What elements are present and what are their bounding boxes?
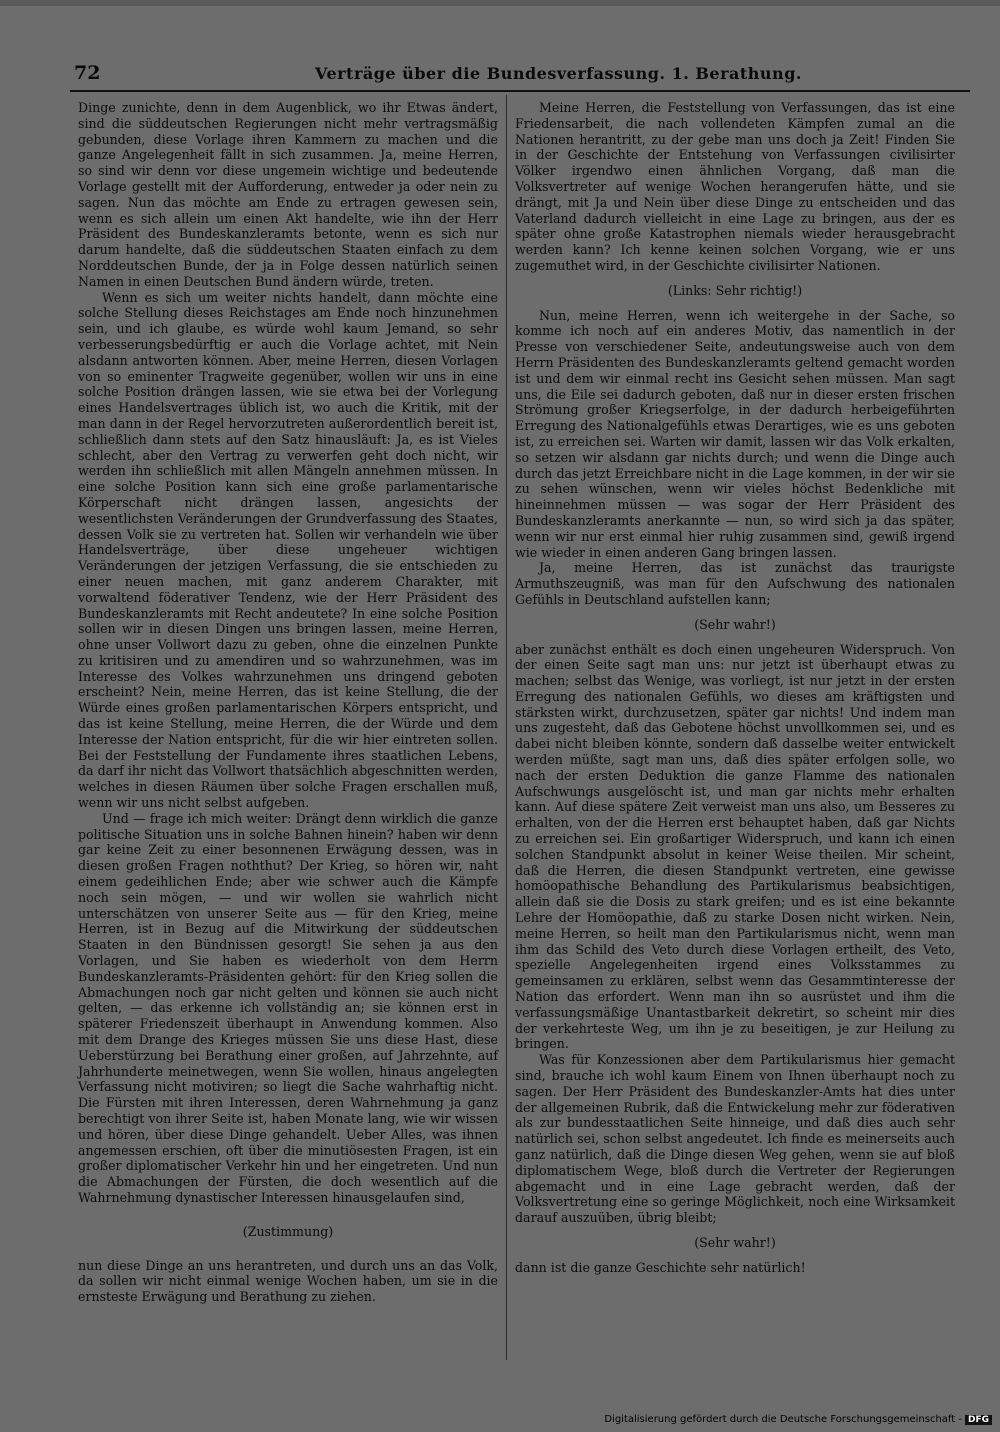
paragraph: Nun, meine Herren, wenn ich weitergehe in der Sache, so komme ich noch auf ein anderes Motiv, das namentlich in der Presse von verschiedener Seite, andeutungsweise auch von dem Herrn Präsidenten des Bundeskanzleramts geltend gemacht worden ist und dem wir einmal recht ins Gesicht sehen müssen. Man sagt uns, die Eile sei dadurch geboten, daß nur in dieser ersten frischen Strömung großer Kriegserfolge, in der dadurch herbeigeführten Erregung des Nationalgefühls etwas Derartiges, wie es uns geboten ist, zu erreichen sei. Warten wir damit, lassen wir das Volk erkalten, so setzen wir alsdann gar nichts durch; und wenn die Dinge auch durch das jetzt Erreichbare nicht in die Lage kommen, in der wir sie zu sehen wünschen, wenn wir vieles höchst Bedenkliche mit hineinnehmen müssen — was sogar der Herr Präsident des Bundeskanzleramts anerkannte — nun, so wird sich ja das später, wenn wir nur erst einmal hier ruhig zusammen sind, gewiß irgend wie wieder in einen anderen Gang bringen lassen. <box>515 307 955 560</box>
page-header <box>70 60 970 92</box>
credit-text: Digitalisierung gefördert durch die Deutsche Forschungsgemeinschaft - <box>604 1414 962 1425</box>
interjection: (Links: Sehr richtig!) <box>667 282 803 298</box>
dfg-logo: DFG <box>965 1415 992 1425</box>
interjection: (Zustimmung) <box>242 1223 334 1239</box>
page-number: 72 <box>74 62 101 84</box>
scan-edge <box>0 0 1000 6</box>
paragraph: Und — frage ich mich weiter: Drängt denn wirklich die ganze politische Situation uns in solche Bahnen hinein? haben wir denn gar keine Zeit zu einer besonnenen Erwägung dessen, was in diesen großen Fragen noththut? Der Krieg, so hören wir, naht einem gedeihlichen Ende; aber wie schwer auch die Kämpfe noch sein mögen, — und wir wollen sie wahrlich nicht unterschätzen von unserer Seite aus — für den Krieg, meine Herren, ist in Bezug auf die Mitwirkung der süddeutschen Staaten in den Bündnissen gesorgt! Sie sehen ja aus den Vorlagen, und Sie haben es wiederholt von dem Herrn Bundeskanzleramts-Präsidenten gehört: für den Krieg sollen die Abmachungen noch gar nicht gelten und können sie auch nicht gelten, — das erkenne ich vollständig an; sie können erst in späterer Friedenszeit überhaupt in Anwendung kommen. Also mit dem Drange des Krieges müssen Sie uns diese Hast, diese Ueberstürzung bei Berathung einer großen, auf Jahrzehnte, auf Jahrhunderte meinetwegen, wenn Sie wollen, hinaus angelegten Verfassung nicht motiviren; so liegt die Sache wahrhaftig nicht. Die Fürsten mit ihren Interessen, deren Wahrnehmung ja ganz berechtigt von ihrer Seite ist, haben Monate lang, wie wir wissen und hören, über diese Dinge gehandelt. Ueber Alles, was ihnen angemessen erschien, oft über die minutiösesten Fragen, ist ein großer diplomatischer Verkehr hin und her eingetreten. Und nun die Abmachungen der Fürsten, die doch wesentlich auf die Wahrnehmung dynastischer Interessen hinausgelaufen sind, <box>78 810 498 1205</box>
paragraph: Meine Herren, die Feststellung von Verfassungen, das ist eine Friedensarbeit, die nach vollendeten Kämpfen zumal an die Nationen herantritt, zu der gebe man uns doch ja Zeit! Finden Sie in der Geschichte der Entstehung von Verfassungen civilisirter Völker irgendwo einen ähnlichen Vorgang, daß man die Volksvertreter auf wenige Wochen herangerufen hätte, und sie drängt, mit Ja und Nein über diese Dinge zu entscheiden und das Vaterland dadurch vielleicht in eine Lage zu bringen, aus der es später ohne große Katastrophen niemals wieder herausgebracht werden kann? Ich kenne keinen solchen Vorgang, wie er uns zugemuthet wird, in der Geschichte civilisirter Nationen. <box>515 100 955 273</box>
paragraph: Ja, meine Herren, das ist zunächst das traurigste Armuthszeugniß, was man für den Aufschwung des nationalen Gefühls in Deutschland aufstellen kann; <box>515 560 955 607</box>
left-column <box>78 100 498 1350</box>
interjection: (Sehr wahr!) <box>694 1234 776 1250</box>
paragraph: nun diese Dinge an uns herantreten, und durch uns an das Volk, da sollen wir nicht einmal wenige Wochen haben, um sie in die ernsteste Erwägung und Berathung zu ziehen. <box>78 1257 498 1305</box>
paragraph: dann ist die ganze Geschichte sehr natürlich! <box>515 1259 806 1275</box>
interjection: (Sehr wahr!) <box>694 616 776 632</box>
right-column <box>515 100 955 1340</box>
paragraph: Wenn es sich um weiter nichts handelt, dann möchte eine solche Stellung dieses Reichstages am Ende noch hinzunehmen sein, und ich glaube, es würde wohl kaum Jemand, so sehr verbesserungsbedürftig er auch die Vorlage achtet, mit Nein alsdann antworten können. Aber, meine Herren, diesen Vorlagen von so eminenter Tragweite gegenüber, wollen wir uns in eine solche Position drängen lassen, wie sie etwa bei der Vorlegung eines Handelsvertrages üblich ist, wo auch die Kritik, mit der man dann in der Regel hervorzutreten außerordentlich bereit ist, schließlich dann stets auf den Satz hinausläuft: Ja, es ist Vieles schlecht, aber den Vertrag zu verwerfen geht doch nicht, wir werden ihn schließlich mit allen Mängeln annehmen müssen. In eine solche Position kann sich eine große parlamentarische Körperschaft nicht drängen lassen, angesichts der wesentlichsten Veränderungen der Grundverfassung des Staates, dessen Volk sie zu vertreten hat. Sollen wir verhandeln wie über Handelsverträge, über diese ungeheuer wichtigen Veränderungen der jetzigen Verfassung, die sie entschieden zu einer neuen machen, mit ganz anderem Charakter, mit vorwaltend föderativer Tendenz, wie der Herr Präsident des Bundeskanzleramts mit Recht andeutete? In eine solche Position sollen wir in diesen Dingen uns bringen lassen, meine Herren, ohne unser Vollwort dazu zu geben, ohne die einzelnen Punkte zu kritisiren und zu amendiren und so wahrzunehmen, was im Interesse des Volkes wahrzunehmen uns dringend geboten erscheint? Nein, meine Herren, das ist keine Stellung, die der Würde eines großen parlamentarischen Körpers entspricht, und das ist keine Stellung, meine Herren, die der Würde und dem Interesse der Nation entspricht, für die wir hier eintreten sollen. Bei der Feststellung der Fundamente ihres staatlichen Lebens, da darf ihr nicht das Vollwort thatsächlich abgeschnitten werden, welches in diesen Räumen über solche Fragen erschallen muß, wenn wir uns nicht selbst aufgeben. <box>78 289 498 811</box>
running-title: Verträge über die Bundesverfassung. 1. Berathung. <box>315 64 802 83</box>
digitization-credit <box>604 1414 992 1425</box>
paragraph: Dinge zunichte, denn in dem Augenblick, wo ihr Etwas ändert, sind die süddeutschen Regierungen nicht mehr vertragsmäßig gebunden, diese Vorlage ihren Kammern zu machen und die ganze Angelegenheit fällt in sich zusammen. Ja, meine Herren, so sind wir denn vor diese ungemein wichtige und bedeutende Vorlage gestellt mit der Aufforderung, entweder ja oder nein zu sagen. Nun das möchte am Ende zu ertragen gewesen sein, wenn es sich allein um einen Akt handelte, wie ihn der Herr Präsident des Bundeskanzleramts betonte, wenn es sich nur darum handelte, daß die süddeutschen Staaten einfach zu dem Norddeutschen Bunde, der ja in Folge dessen natürlich seinen Namen in einen Deutschen Bund ändern würde, treten. <box>78 100 498 289</box>
paragraph: aber zunächst enthält es doch einen ungeheuren Widerspruch. Von der einen Seite sagt man uns: nur jetzt ist überhaupt etwas zu machen; selbst das Wenige, was vorliegt, ist nur jetzt in der ersten Erregung des nationalen Gefühls, wo dieses am kräftigsten und stärksten wirkt, durchzusetzen, später gar nichts! Und indem man uns zugesteht, daß das Gebotene höchst unvollkommen sei, und es dabei nicht bleiben könnte, sondern daß dasselbe weiter entwickelt werden müßte, sagt man uns, daß dies später erfolgen solle, wo nach der ersten Deduktion die ganze Flamme des nationalen Aufschwungs ausgelöscht ist, und man gar nichts mehr erhalten kann. Auf diese spätere Zeit verweist man uns also, um Besseres zu erhalten, von der die Herren erst behauptet haben, daß gar Nichts zu erreichen sei. Ein großartiger Widerspruch, und kann ich einen solchen Standpunkt absolut in keiner Weise theilen. Mir scheint, daß die Herren, die diesen Standpunkt vertreten, eine gewisse homöopathische Behandlung des Partikularismus beabsichtigen, allein daß sie die Dosis zu stark greifen; und es ist eine bekannte Lehre der Homöopathie, daß zu starke Dosen nicht wirken. Nein, meine Herren, so heilt man den Partikularismus nicht, wenn man ihm das Schild des Veto durch diese Vorlagen ertheilt, des Veto, spezielle Angelegenheiten irgend eines Volksstammes zu gemeinsamen zu erklären, selbst wenn das Gesammtinteresse der Nation das erfordert. Wenn man ihn so ausrüstet und ihm die verfassungsmäßige Unantastbarkeit dekretirt, so scheint mir dies der verkehrteste Weg, um ihn je zu beseitigen, je zur Heilung zu bringen. <box>515 641 955 1052</box>
column-divider <box>506 95 507 1360</box>
paragraph: Was für Konzessionen aber dem Partikularismus hier gemacht sind, brauche ich wohl kaum Einem von Ihnen überhaupt noch zu sagen. Der Herr Präsident des Bundeskanzler-Amts hat dies unter der allgemeinen Rubrik, daß die Entwickelung mehr zur föderativen als zur bundesstaatlichen Seite hinneige, und daß dies auch sehr natürlich sei, schon selbst angedeutet. Ich finde es meinerseits auch ganz natürlich, daß die Dinge diesen Weg gehen, wenn sie auf bloß diplomatischem Wege, bloß durch die Vertreter der Regierungen abgemacht und in eine Lage gebracht werden, daß der Volksvertretung eine so geringe Möglichkeit, noch eine Wirksamkeit darauf auszuüben, übrig bleibt; <box>515 1052 955 1226</box>
